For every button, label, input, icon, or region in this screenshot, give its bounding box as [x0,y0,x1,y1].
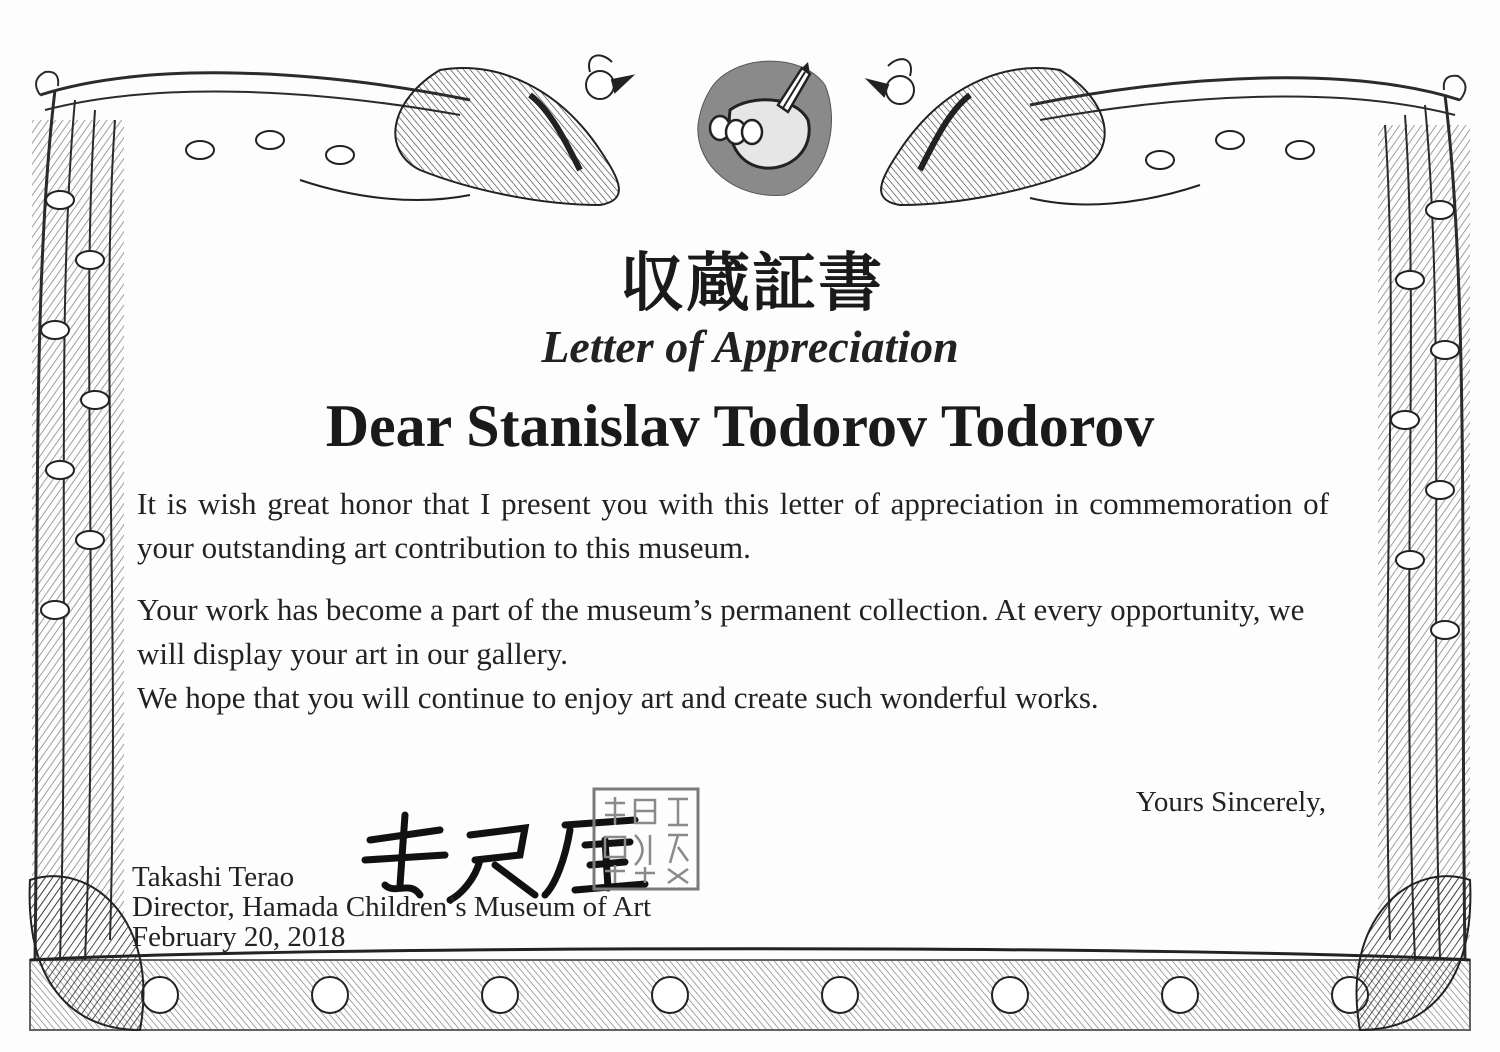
signatory-title: Director, Hamada Children’s Museum of Art [132,891,652,923]
title-japanese: 収蔵証書 [620,247,884,321]
body-paragraph-2: Your work has become a part of the museum’s permanent collection. At every opportunity, we will display your art in our gallery. [137,592,1305,671]
signatory-block [132,862,651,952]
title-english: Letter of Appreciation [541,321,959,372]
signature-date: February 20, 2018 [132,921,346,953]
body-paragraph-3: We hope that you will continue to enjoy art and create such wonderful works. [137,680,1099,715]
signatory-name: Takashi Terao [132,861,295,893]
bottom-floral-band [30,949,1470,1030]
right-phoenix [868,59,1200,205]
hand-with-pencil-logo [690,50,840,200]
recipient-greeting: Dear Stanislav Todorov Todorov [325,393,1155,459]
body-paragraph-1: It is wish great honor that I present you with this letter of appreciation in commemoration of your outstanding art contribution to this museum. [137,486,1329,565]
closing-line: Yours Sincerely, [1135,786,1326,818]
left-phoenix [300,55,632,205]
